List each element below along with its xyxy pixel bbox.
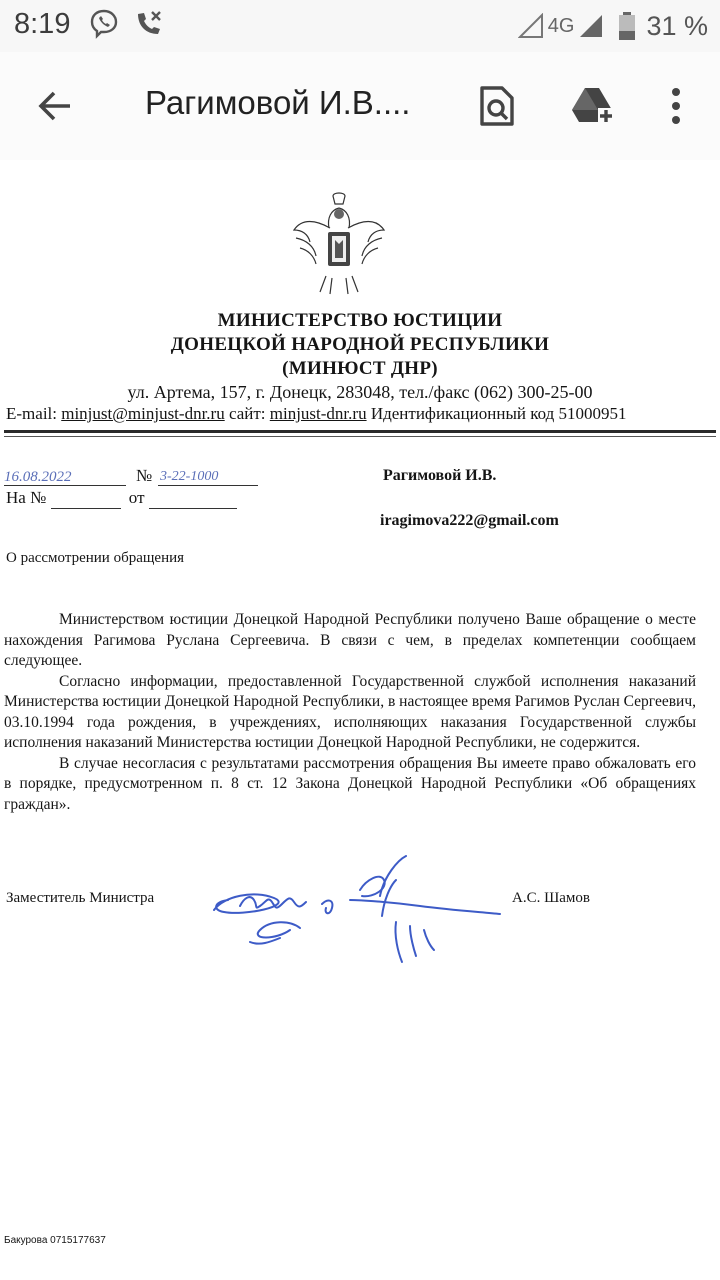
network-type: 4G: [547, 14, 575, 37]
battery-icon: [618, 11, 636, 41]
letter-subject: О рассмотрении обращения: [6, 550, 185, 566]
letter-body: [4, 610, 696, 815]
handwritten-signature: [200, 850, 520, 980]
header-line3: (МИНЮСТ ДНР): [282, 358, 438, 379]
reply-number-blank: [51, 488, 121, 509]
signatory-name: А.С. Шамов: [512, 890, 590, 906]
id-code: Идентификационный код 51000951: [366, 404, 627, 423]
recipient-email: iragimova222@gmail.com: [380, 512, 559, 529]
paragraph-1: Министерством юстиции Донецкой Народной Республики получено Ваше обращение о месте нахождения Рагимова Руслана Сергеевича. В связи с чем, в пределах компетенции сообщаем следующее.: [4, 611, 696, 669]
viber-icon: [88, 8, 120, 40]
status-right: [518, 10, 708, 42]
header-line2: ДОНЕЦКОЙ НАРОДНОЙ РЕСПУБЛИКИ: [170, 334, 550, 355]
back-arrow-icon[interactable]: [34, 86, 74, 126]
signal-icon: [578, 13, 604, 39]
status-bar: [0, 0, 720, 52]
missed-call-icon: [132, 8, 164, 40]
signatory-title: Заместитель Министра: [6, 890, 155, 906]
number-label: №: [136, 466, 153, 485]
number-underline: [158, 485, 258, 486]
drive-add-icon[interactable]: [568, 82, 616, 130]
header-address: ул. Артема, 157, г. Донецк, 283048, тел./факс (062) 300-25-00: [127, 382, 593, 402]
date-underline: [4, 485, 126, 486]
header-line1: МИНИСТЕРСТВО ЮСТИЦИИ: [217, 310, 503, 331]
ministry-email: minjust@minjust-dnr.ru: [61, 404, 225, 423]
header-rule-thick: [4, 430, 716, 433]
battery-level: 31 %: [646, 10, 708, 41]
status-time: 8:19: [14, 8, 71, 40]
reply-reference: [6, 488, 237, 509]
ministry-site: minjust-dnr.ru: [269, 404, 367, 423]
app-bar: [0, 52, 720, 161]
document-title: Рагимовой И.В....: [145, 84, 411, 121]
email-label: E-mail:: [6, 404, 62, 423]
search-document-icon[interactable]: [472, 82, 520, 130]
contact-line: [6, 404, 627, 424]
site-label: сайт:: [224, 404, 270, 423]
header-rule-thin: [4, 436, 716, 437]
from-label: от: [128, 488, 145, 507]
more-vert-icon[interactable]: [652, 82, 700, 130]
paragraph-3: В случае несогласия с результатами рассмотрения обращения Вы имеете право обжаловать его в порядке, предусмотренном п. 8 ст. 12 Закона Донецкой Народной Республики «Об обращениях граждан».: [4, 754, 696, 813]
document-page: [0, 160, 720, 1280]
reply-label: На №: [6, 488, 47, 507]
paragraph-2: Согласно информации, предоставленной Государственной службой исполнения наказаний Министерства юстиции Донецкой Народной Республики, в настоящее время Рагимов Руслан Сергеевич, 03.10.1994 года рождения, в учреждениях, исполняющих наказания Государственной службы исполнения наказаний Министерства юстиции Донецкой Народной Республики, не содержится.: [4, 672, 696, 751]
coat-of-arms-emblem: [290, 190, 388, 300]
signal-empty-icon: [518, 13, 544, 39]
reply-date-blank: [149, 488, 237, 509]
outgoing-number: 3-22-1000: [160, 469, 219, 484]
recipient-name: Рагимовой И.В.: [383, 467, 497, 484]
executor-contact: Бакурова 0715177637: [4, 1235, 106, 1246]
outgoing-date: 16.08.2022: [4, 469, 72, 485]
